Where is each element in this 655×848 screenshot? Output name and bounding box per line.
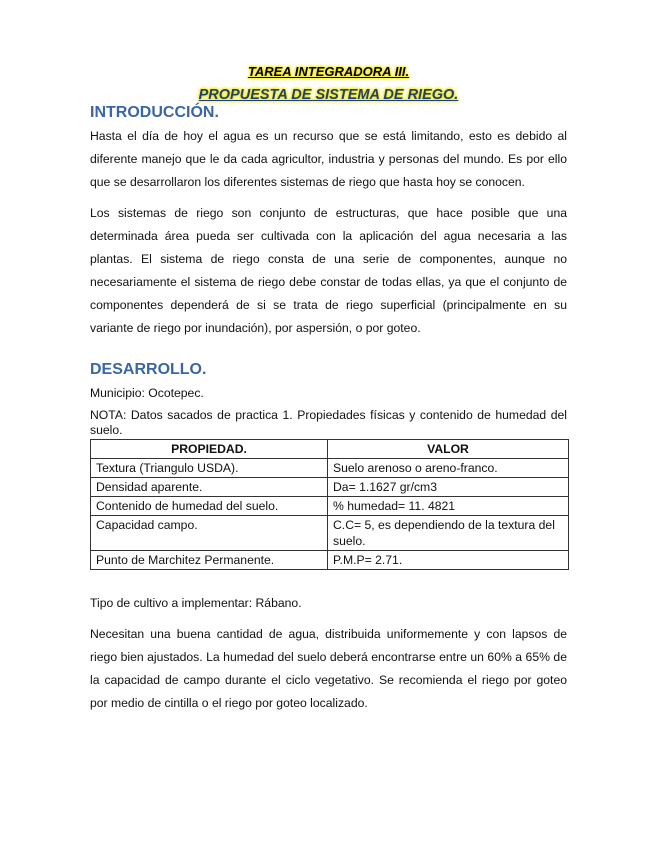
table-row (91, 551, 569, 570)
table-cell: Densidad aparente. (91, 478, 328, 497)
table-header-row (91, 440, 569, 459)
table-cell: Da= 1.1627 gr/cm3 (328, 478, 569, 497)
cultivo-text: Tipo de cultivo a implementar: Rábano. (90, 596, 302, 610)
document-title: TAREA INTEGRADORA III. (247, 64, 410, 79)
table-cell: Punto de Marchitez Permanente. (91, 551, 328, 570)
table-cell: Capacidad campo. (91, 516, 328, 551)
table-row (91, 459, 569, 478)
table-cell: % humedad= 11. 4821 (328, 497, 569, 516)
soil-properties-table (90, 439, 569, 570)
intro-paragraph-2: Los sistemas de riego son conjunto de estructuras, que hace posible que una determinada área pueda ser cultivada con la aplicación del agua necesaria a las plantas. El sistema de riego consta de una serie de componentes, aunque no necesariamente el sistema de riego debe constar de todas ellas, ya que el conjunto de componentes dependerá de si se trata de riego superficial (principalmente en su variante de riego por inundación), por aspersión, o por goteo. (90, 206, 567, 335)
table-row (91, 478, 569, 497)
table-cell: Textura (Triangulo USDA). (91, 459, 328, 478)
municipio-text: Municipio: Ocotepec. (90, 386, 204, 400)
desarrollo-heading: DESARROLLO. (90, 361, 207, 378)
table-cell: C.C= 5, es dependiendo de la textura del suelo. (328, 516, 569, 551)
table-header-valor: VALOR (328, 440, 569, 459)
table-header-propiedad: PROPIEDAD. (91, 440, 328, 459)
document-subtitle: PROPUESTA DE SISTEMA DE RIEGO. (198, 87, 459, 103)
table-cell: Contenido de humedad del suelo. (91, 497, 328, 516)
cultivo-paragraph: Necesitan una buena cantidad de agua, distribuida uniformemente y con lapsos de riego bien ajustados. La humedad del suelo deberá encontrarse entre un 60% a 65% de la capacidad de campo durante el ciclo vegetativo. Se recomienda el riego por goteo por medio de cintilla o el riego por goteo localizado. (90, 627, 567, 710)
intro-paragraph-1: Hasta el día de hoy el agua es un recurso que se está limitando, esto es debido al diferente manejo que le da cada agricultor, industria y personas del mundo. Es por ello que se desarrollaron los diferentes sistemas de riego que hasta hoy se conocen. (90, 129, 567, 189)
table-cell: P.M.P= 2.71. (328, 551, 569, 570)
document-page (90, 64, 567, 715)
table-row (91, 516, 569, 551)
table-row (91, 497, 569, 516)
nota-text: NOTA: Datos sacados de practica 1. Propiedades físicas y contenido de humedad del suelo. (90, 408, 567, 437)
table-cell: Suelo arenoso o areno-franco. (328, 459, 569, 478)
intro-heading: INTRODUCCIÓN. (90, 104, 219, 121)
